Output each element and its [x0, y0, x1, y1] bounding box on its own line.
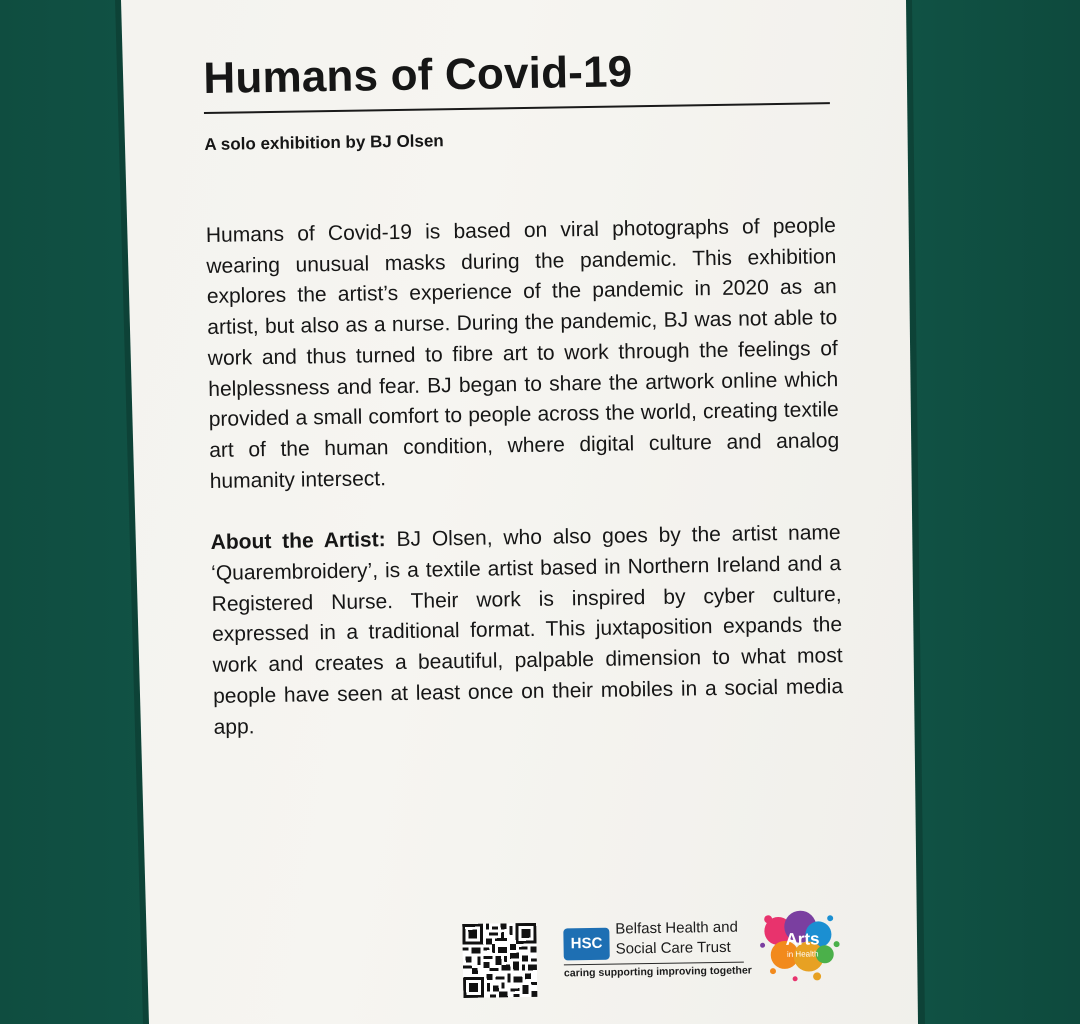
sign-footer: [462, 904, 853, 1002]
qr-code-icon: [462, 923, 537, 998]
sign-content: [203, 42, 844, 743]
arts-in-health-logo-icon: [758, 904, 843, 985]
trust-name: [615, 918, 738, 960]
about-artist-text: BJ Olsen, who also goes by the artist name ‘Quarembroidery’, is a textile artist based in Northern Ireland and a Registered Nurse. Their work is inspired by cyber culture, expressed in a traditional format. This juxtaposition expands the work and creates a beautiful, palpable dimension to what most people have seen at least once on their mobiles in a social media app.: [211, 521, 844, 739]
sign-subtitle: A solo exhibition by BJ Olsen: [204, 131, 444, 154]
exhibition-description: Humans of Covid-19 is based on viral photographs of people wearing unusual masks during the pandemic. This exhibition explores the artist’s experience of the pandemic in 2020 as an artist, but also as a nurse. During the pandemic, BJ was not able to work and thus turned to fibre art to work through the feelings of helplessness and fear. BJ began to share the artwork online which provided a small comfort to people across the world, creating textile art of the human condition, where digital culture and analog humanity intersect.: [205, 214, 840, 493]
about-artist-heading: About the Artist:: [210, 528, 386, 555]
arts-logo-text: Arts: [785, 929, 820, 949]
arts-logo-subtext: in Health: [786, 949, 819, 959]
trust-name-line2: Social Care Trust: [615, 938, 731, 958]
trust-tagline: caring supporting improving together: [563, 964, 752, 980]
trust-name-line1: Belfast Health and: [615, 918, 739, 938]
hsc-logo-icon: HSC: [563, 928, 609, 961]
sign-title: Humans of Covid-19: [203, 47, 633, 103]
about-artist-paragraph: [210, 518, 843, 743]
